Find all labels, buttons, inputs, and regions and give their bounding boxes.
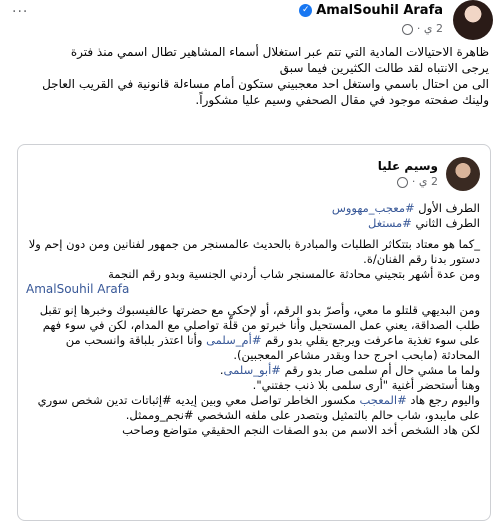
shared-post-text — [26, 201, 480, 438]
post-author[interactable] — [299, 3, 443, 18]
hashtag-link[interactable]: #المعجب — [359, 393, 407, 407]
line-text: الطرف الأول — [414, 201, 480, 215]
line-text: الطرف الثاني — [411, 216, 480, 230]
shared-line: لكن هاد الشخص أخد الاسم من بدو الصفات النجم الحقيقي متواضع وصاحب — [122, 423, 480, 437]
post-header — [0, 0, 501, 42]
post-paragraph: يرجى الانتباه لقد طالت الكثيرين فيما سبق — [279, 61, 489, 75]
post-paragraph: ولينك صفحته موجود في مقال الصحفي وسيم عليا مشكوراً. — [195, 93, 489, 107]
line-text: ومن البديهي قلتلو ما معي، وأصرّ بدو الرقم، أو لإحكي مع حضرتها عالفيسبوك وخبرها إنو تقبل طلب الصداقة، يعني عمل المستحيل وأنا خبرتو من قلّة تواصلي مع المدام، لكن في سوء فهم على سوء تغذية ماعرفت ويرجع يقلي بدو رقم — [39, 303, 480, 347]
more-options-icon[interactable]: ··· — [12, 4, 29, 20]
shared-post-meta: 2 ي · — [394, 175, 438, 188]
verified-badge-icon: ✓ — [299, 4, 312, 17]
shared-author-avatar[interactable] — [446, 157, 480, 191]
public-globe-icon — [402, 24, 413, 35]
shared-line — [26, 363, 480, 378]
shared-author-name[interactable]: وسيم عليا — [377, 159, 438, 173]
post-text — [10, 44, 489, 108]
line-text: وأنا اعتذر بلباقة وانسحب من المحادثة (مابحب احرج حدا وبقدر مشاعر المعجبين). — [65, 333, 480, 362]
shared-line — [26, 216, 480, 231]
shared-line: ومن عدة أشهر بتجيني محادثة عالمسنجر شاب أردني الجنسية وبدو رقم النجمة — [108, 267, 480, 281]
hashtag-link[interactable]: #أم_سلمى — [206, 333, 262, 347]
post-meta: 2 ي · — [399, 22, 443, 35]
post-paragraph: ظاهرة الاحتيالات المادية التي تتم عبر استغلال أسماء المشاهير تطال اسمي منذ فترة — [70, 45, 489, 59]
line-text: . — [219, 363, 224, 377]
shared-post-time[interactable]: 2 ي — [418, 175, 438, 188]
author-name[interactable]: AmalSouhil Arafa — [316, 3, 443, 18]
shared-post-header — [18, 153, 490, 193]
line-text: واليوم رجع هاد — [406, 393, 480, 407]
post-paragraph: الى من احتال باسمي واستغل احد معجبيني ستكون أمام مساءلة قانونية في القريب العاجل — [42, 77, 489, 91]
shared-line: _كما هو معتاد بتتكاثر الطلبات والمبادرة بالحديث عالمسنجر من جمهور لفنانين ومن دون إحم ولا دستور بدنا رقم الفنان/ة. — [28, 237, 480, 266]
shared-line — [26, 393, 480, 423]
public-globe-icon — [397, 177, 408, 188]
line-text: ولما ما مشي حال أم سلمى صار بدو رقم — [280, 363, 480, 377]
shared-line — [26, 303, 480, 363]
line-text: مكسور الخاطر تواصل معي وبين إيديه #إثباتات تدين شخص سوري على مايبدو، شاب حالم بالتمثيل وبتصدر على ملفه الشخصي #نجم_وممثل. — [37, 393, 480, 422]
shared-post[interactable] — [17, 144, 491, 521]
hashtag-link[interactable]: #مستغل — [368, 216, 412, 230]
shared-line: وهنا أستحضر أغنية "أرى سلمى بلا ذنب جفتني". — [252, 378, 480, 392]
hashtag-link[interactable]: #معجب_مهووس — [331, 201, 415, 215]
mentioned-profile-link[interactable]: AmalSouhil Arafa — [26, 282, 130, 296]
post-time[interactable]: 2 ي — [423, 22, 443, 35]
hashtag-link[interactable]: #أبو_سلمى — [223, 363, 281, 377]
author-avatar[interactable] — [453, 0, 493, 40]
shared-line — [26, 201, 480, 216]
